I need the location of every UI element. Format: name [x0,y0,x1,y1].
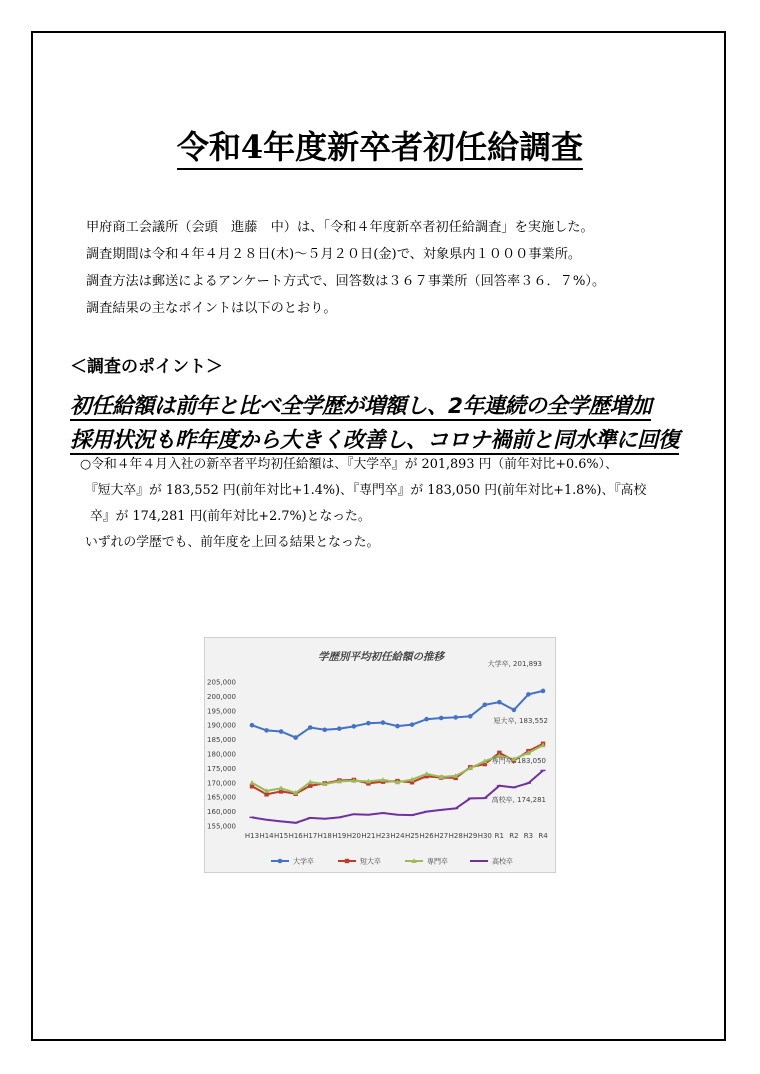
data-point [483,702,488,707]
x-tick-label: R3 [523,832,534,840]
y-tick-label: 165,000 [207,793,236,802]
data-point [468,714,473,719]
body-paragraph [80,452,720,556]
data-label: 高校卒, 174,281 [491,796,546,804]
y-tick-label: 205,000 [207,678,236,687]
body-line: 『短大卒』が 183,552 円(前年対比+1.4%)、『専門卒』が 183,050 円(前年対比+1.8%)、『高校 [85,483,647,498]
data-label: 大学卒, 201,893 [487,660,542,668]
y-tick-label: 175,000 [207,764,236,773]
data-point [395,724,400,729]
x-tick-label: H25 [404,832,420,840]
x-tick-label: H20 [346,832,361,840]
x-tick-label: H17 [303,832,318,840]
y-tick-label: 180,000 [207,750,236,759]
x-tick-label: H24 [390,832,405,840]
x-tick-label: H30 [477,832,492,840]
data-point [308,725,313,730]
series-line [252,691,543,738]
intro-paragraph [86,214,706,322]
chart-title: 学歴別平均初任給額の推移 [318,651,444,663]
intro-line: 甲府商工会議所（会頭 進藤 中）は、「令和４年度新卒者初任給調査」を実施した。 [86,220,594,235]
line-chart [204,637,556,873]
x-tick-label: H18 [317,832,332,840]
data-point [352,724,357,729]
x-tick-label: H21 [361,832,376,840]
x-tick-label: H26 [419,832,434,840]
data-point [497,700,502,705]
y-tick-label: 195,000 [207,707,236,716]
intro-line: 調査結果の主なポイントは以下のとおり。 [86,301,337,316]
data-point [337,726,342,731]
data-point [526,692,531,697]
data-label: 短大卒, 183,552 [493,717,548,725]
legend-label: 大学卒 [293,857,314,866]
y-tick-label: 155,000 [207,822,236,831]
legend-label: 高校卒 [492,857,513,866]
data-point [512,708,517,713]
y-tick-label: 200,000 [207,692,236,701]
y-tick-label: 170,000 [207,779,236,788]
data-point [250,723,255,728]
points-heading: ＜調査のポイント＞ [70,357,223,377]
x-tick-label: R1 [494,832,505,840]
x-tick-label: H23 [375,832,391,840]
headline-1: 初任給額は前年と比べ全学歴が増額し、2年連続の全学歴増加 [70,394,652,419]
legend-marker [278,859,283,864]
data-point [293,735,298,740]
x-tick-label: H27 [434,832,449,840]
x-tick-label: H29 [463,832,478,840]
chart-svg [205,638,557,874]
data-point [279,729,284,734]
data-point [453,715,458,720]
data-point [439,716,444,721]
data-point [264,728,269,733]
headline-2: 採用状況も昨年度から大きく改善し、コロナ禍前と同水準に回復 [70,428,680,453]
y-tick-label: 160,000 [207,808,236,817]
x-tick-label: H15 [274,832,289,840]
page-title: 令和4年度新卒者初任給調査 [0,122,760,168]
legend-marker [345,859,349,863]
data-point [249,780,254,785]
x-tick-label: H19 [332,832,347,840]
x-tick-label: H14 [259,832,274,840]
body-line: いずれの学歴でも、前年度を上回る結果となった。 [85,535,380,550]
data-point [381,720,386,725]
intro-line: 調査方法は郵送によるアンケート方式で、回答数は３６７事業所（回答率３６．７%）。 [86,274,606,289]
legend-label: 専門卒 [427,857,448,866]
x-tick-label: R2 [509,832,519,840]
x-tick-label: R4 [538,832,548,840]
data-point [424,717,429,722]
data-label: 専門卒, 183,050 [491,757,546,765]
y-tick-label: 190,000 [207,721,236,730]
data-point [366,721,371,726]
data-point [541,689,546,694]
data-point [322,728,327,733]
body-line: 卒』が 174,281 円(前年対比+2.7%)となった。 [90,509,371,524]
x-tick-label: H28 [448,832,463,840]
body-line: ○令和４年４月入社の新卒者平均初任給額は、『大学卒』が 201,893 円（前年対比+0.6%）、 [80,457,618,472]
x-tick-label: H13 [244,832,260,840]
intro-line: 調査期間は令和４年４月２８日(木)～５月２０日(金)で、対象県内１０００事業所。 [86,247,582,262]
legend-label: 短大卒 [360,857,381,866]
data-point [410,722,415,727]
y-tick-label: 185,000 [207,736,236,745]
x-tick-label: H16 [288,832,303,840]
